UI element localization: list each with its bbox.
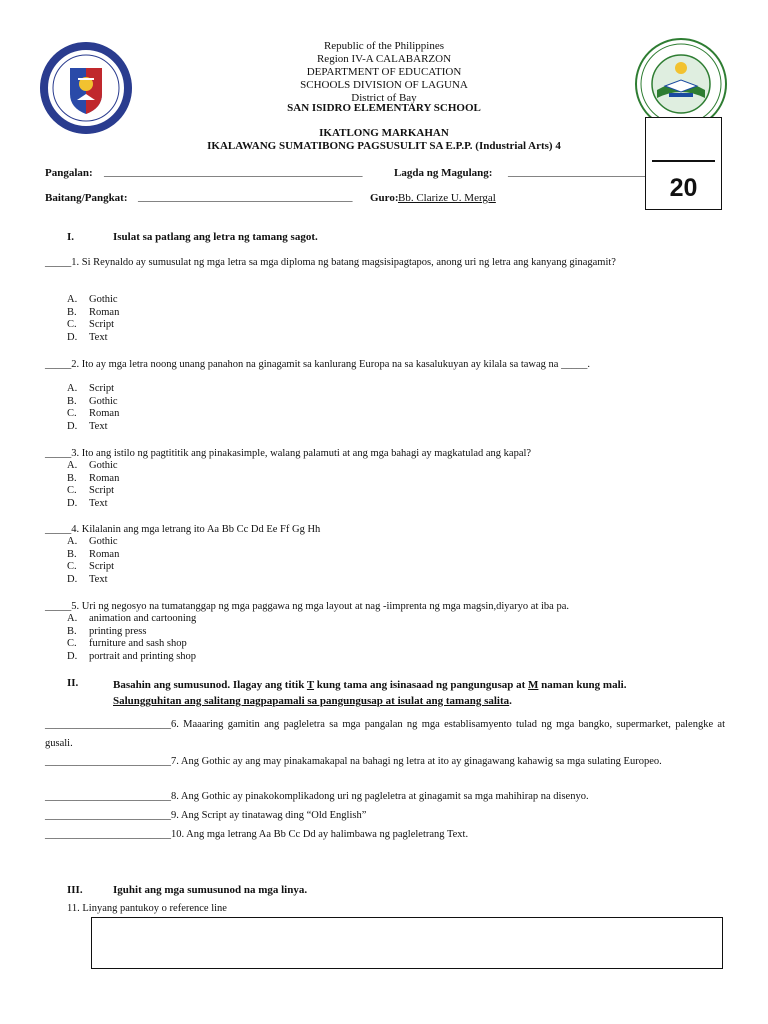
teacher-name: Bb. Clarize U. Mergal	[398, 192, 496, 204]
q1-option-c[interactable]: C. Script	[67, 319, 115, 331]
question-7: ________________________7. Ang Gothic ay ang may pinakamakapal na bahagi ng letra at ito ay ginagawang kahawig sa mga sulating Europeo.	[45, 756, 662, 767]
header-republic: Republic of the Philippines	[323, 40, 445, 52]
grade-section-label: Baitang/Pangkat:	[45, 192, 128, 204]
q2-options	[67, 383, 119, 434]
q2-option-d[interactable]: D. Text	[67, 421, 108, 433]
q3-option-c[interactable]: C. Script	[67, 485, 115, 497]
question-9: ________________________9. Ang Script ay tinatawag ding “Old English”	[45, 810, 367, 821]
score-total: 20	[669, 174, 698, 202]
parent-signature-label: Lagda ng Magulang:	[394, 167, 493, 179]
name-field[interactable]: _______________________________________________	[104, 166, 363, 178]
q5-option-a[interactable]: A. animation and cartooning	[67, 613, 197, 624]
question-4: _____4. Kilalanin ang mga letrang ito Aa Bb Cc Dd Ee Ff Gg Hh	[45, 524, 321, 535]
header-district: District of Bay	[351, 92, 417, 104]
q1-options	[67, 294, 119, 345]
q3-option-a[interactable]: A. Gothic	[67, 460, 118, 471]
q5-option-d[interactable]: D. portrait and printing shop	[67, 651, 197, 663]
part2-instruction-line2: Salungguhitan ang salitang nagpapamali sa pangungusap at isulat ang tamang salita	[113, 695, 510, 707]
question-2: _____2. Ito ay mga letra noong unang panahon na ginagamit sa kanlurang Europa na sa kasalukuyan ay kilala sa tawag na _____.	[45, 359, 590, 370]
part2-number: II.	[67, 677, 79, 689]
q10-answer-blank[interactable]: ________________________	[45, 829, 171, 840]
q4-option-b[interactable]: B. Roman	[67, 548, 120, 560]
q4-option-a[interactable]: A. Gothic	[67, 536, 118, 547]
grade-section-field[interactable]: _______________________________________	[138, 191, 353, 203]
question-10: ________________________10. Ang mga letrang Aa Bb Cc Dd ay halimbawa ng pagleletrang Text.	[45, 829, 469, 840]
parent-signature-field[interactable]: _________________________	[508, 166, 646, 178]
q1-option-a[interactable]: A. Gothic	[67, 294, 118, 305]
question-8: ________________________8. Ang Gothic ay pinakokomplikadong uri ng pagleletra at ginagamit sa mga mahihirap na disenyo.	[45, 791, 589, 802]
q7-answer-blank[interactable]: ________________________	[45, 756, 171, 767]
deped-seal-logo	[40, 42, 132, 134]
header-deped: DEPARTMENT OF EDUCATION	[306, 66, 462, 78]
q4-option-d[interactable]: D. Text	[67, 574, 108, 586]
part1-number: I.	[67, 231, 75, 243]
part1-instruction: Isulat sa patlang ang letra ng tamang sagot.	[113, 231, 318, 243]
header-exam-title: IKALAWANG SUMATIBONG PAGSUSULIT SA E.P.P. (Industrial Arts) 4	[207, 140, 561, 152]
drawing-answer-box[interactable]	[91, 917, 723, 969]
q3-option-d[interactable]: D. Text	[67, 498, 108, 510]
q2-option-b[interactable]: B. Gothic	[67, 395, 118, 407]
q4-option-c[interactable]: C. Script	[67, 561, 115, 573]
q2-option-c[interactable]: C. Roman	[67, 408, 120, 420]
teacher-label: Guro:	[370, 192, 399, 204]
q9-answer-blank[interactable]: ________________________	[45, 810, 171, 821]
score-line	[652, 160, 715, 162]
q2-option-a[interactable]: A. Script	[67, 383, 115, 394]
header-quarter: IKATLONG MARKAHAN	[319, 127, 449, 139]
q5-option-b[interactable]: B. printing press	[67, 625, 147, 637]
part3-instruction: Iguhit ang mga sumusunod na mga linya.	[113, 884, 308, 896]
q3-option-b[interactable]: B. Roman	[67, 472, 120, 484]
q5-options	[67, 613, 196, 664]
score-box	[645, 117, 722, 210]
q4-options	[67, 536, 119, 587]
question-5: _____5. Uri ng negosyo na tumatanggap ng mga paggawa ng mga layout at nag -iimprenta ng mga magsin,diyaryo at iba pa.	[45, 601, 569, 612]
q8-answer-blank[interactable]: ________________________	[45, 791, 171, 802]
q5-option-c[interactable]: C. furniture and sash shop	[67, 638, 187, 650]
q1-option-d[interactable]: D. Text	[67, 332, 108, 344]
question-11: 11. Linyang pantukoy o reference line	[67, 903, 227, 914]
header-school: SAN ISIDRO ELEMENTARY SCHOOL	[287, 102, 481, 114]
q1-option-b[interactable]: B. Roman	[67, 306, 120, 318]
question-6: ________________________6. Maaaring gamitin ang pagleletra sa mga pangalan ng mga establisamyento tulad ng mga bangko, supermarket, palengke at gusali.	[45, 719, 725, 749]
question-3: _____3. Ito ang istilo ng pagtititik ang pinakasimple, walang palamuti at ang mga bahagi ay magkatulad ang kapal?	[45, 448, 532, 459]
header-region: Region IV-A CALABARZON	[316, 53, 452, 65]
q3-options	[67, 460, 119, 511]
q6-answer-blank[interactable]: ________________________	[45, 719, 171, 730]
part2-instruction: Basahin ang sumusunod. Ilagay ang titik T kung tama ang isinasaad ng pangungusap at M naman kung mali. Salungguhitan ang salitang nagpapamali sa pangungusap at isulat ang tamang salita.	[113, 679, 627, 707]
part3-number: III.	[67, 884, 83, 896]
header-division: SCHOOLS DIVISION OF LAGUNA	[300, 79, 468, 91]
name-label: Pangalan:	[45, 167, 93, 179]
question-1: _____1. Si Reynaldo ay sumusulat ng mga letra sa mga diploma ng batang magsisipagtapos, anong uri ng letra ang kanyang ginagamit?	[45, 257, 616, 268]
